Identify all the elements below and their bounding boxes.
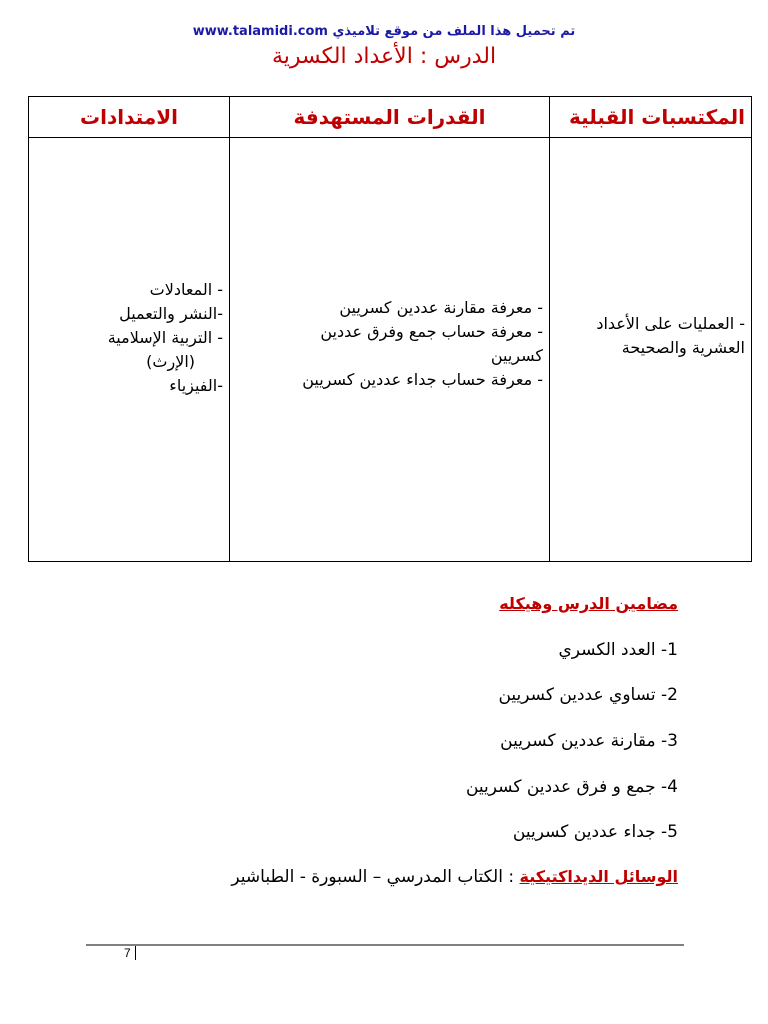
teaching-means-label: الوسائل الديداكتيكية xyxy=(519,867,678,886)
prior-knowledge-cell xyxy=(550,138,752,562)
table-header-row xyxy=(29,97,752,138)
ability-line: - معرفة حساب جمع وفرق عددين xyxy=(320,321,543,341)
content-item: 5- جداء عددين كسريين xyxy=(512,822,678,842)
extension-line: -الفيزياء xyxy=(169,375,223,395)
competencies-table xyxy=(28,96,752,562)
download-source-note xyxy=(0,24,768,39)
download-source-text: تم تحميل هذا الملف من موقع تلاميذي xyxy=(332,24,576,39)
ability-line: كسريين xyxy=(490,345,543,365)
page-number: 7 xyxy=(124,946,136,960)
table-body-row xyxy=(29,138,752,562)
content-item: 3- مقارنة عددين كسريين xyxy=(500,731,678,751)
footer-divider xyxy=(86,944,684,946)
extensions-cell xyxy=(29,138,230,562)
contents-title: مضامين الدرس وهيكله xyxy=(499,594,678,613)
teaching-means-value: الكتاب المدرسي – السبورة - الطباشير xyxy=(231,867,503,887)
header-prior-knowledge: المكتسبات القبلية xyxy=(550,97,752,138)
prior-line: العشرية والصحيحة xyxy=(621,337,745,357)
teaching-means-separator: : xyxy=(508,867,515,887)
teaching-means xyxy=(231,867,678,887)
content-item: 1- العدد الكسري xyxy=(558,640,678,660)
content-item: 4- جمع و فرق عددين كسريين xyxy=(465,777,678,797)
prior-line: - العمليات على الأعداد xyxy=(596,313,745,333)
header-extensions: الامتدادات xyxy=(29,97,230,138)
ability-line: - معرفة مقارنة عددين كسريين xyxy=(339,297,543,317)
extension-line: (الإرث) xyxy=(146,351,195,371)
site-link[interactable]: www.talamidi.com xyxy=(192,24,328,39)
header-target-abilities: القدرات المستهدفة xyxy=(230,97,550,138)
extension-line: -النشر والتعميل xyxy=(119,303,223,323)
extension-line: - المعادلات xyxy=(149,279,223,299)
extension-line: - التربية الإسلامية xyxy=(107,327,223,347)
lesson-title: الدرس : الأعداد الكسرية xyxy=(271,44,497,69)
content-item: 2- تساوي عددين كسريين xyxy=(498,685,678,705)
target-abilities-cell xyxy=(230,138,550,562)
ability-line: - معرفة حساب جداء عددين كسريين xyxy=(302,369,543,389)
